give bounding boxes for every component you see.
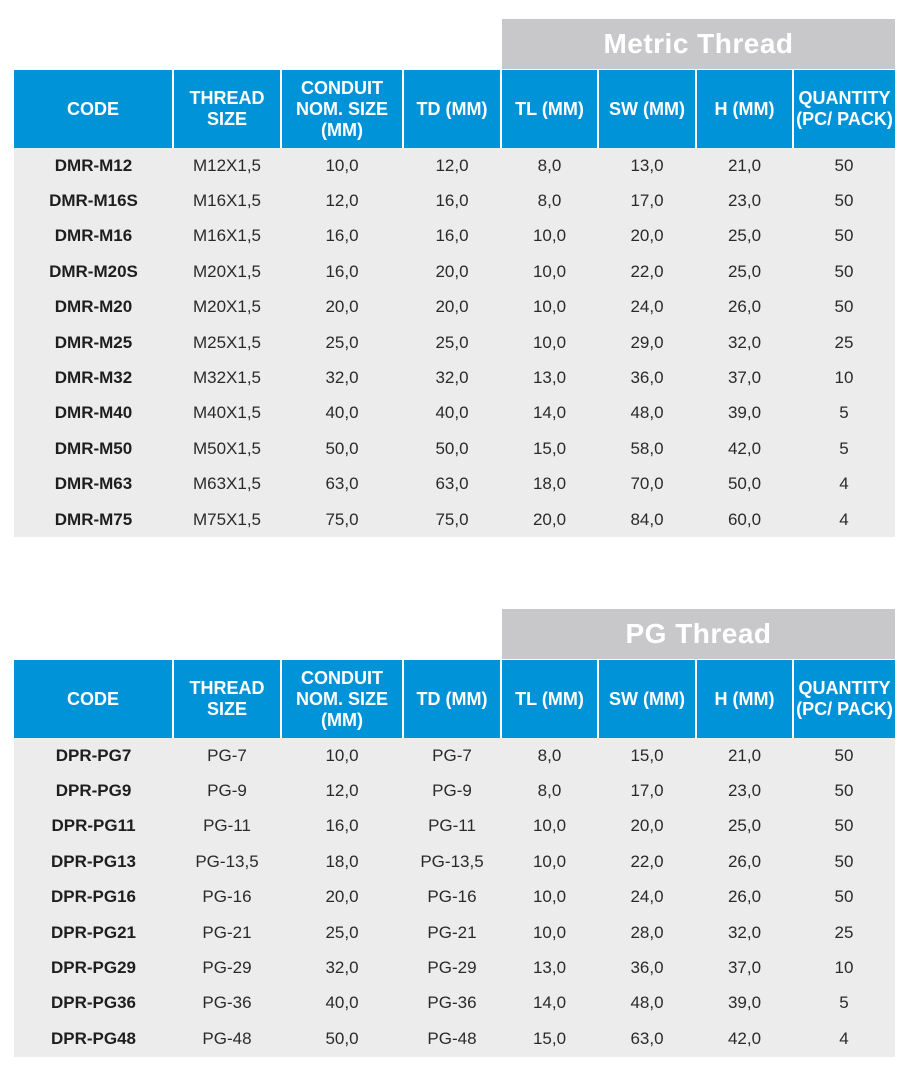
cell-h: 23,0: [696, 183, 793, 218]
cell-conduit-nom-size: 12,0: [281, 773, 403, 808]
cell-thread-size: M20X1,5: [173, 254, 281, 289]
cell-code: DMR-M50: [14, 431, 173, 466]
cell-td: 16,0: [403, 219, 501, 254]
cell-h: 26,0: [696, 880, 793, 915]
pg-thread-table: [14, 660, 895, 1057]
table-row: [14, 396, 895, 431]
table-row: [14, 254, 895, 289]
cell-tl: 10,0: [501, 219, 598, 254]
cell-td: 25,0: [403, 325, 501, 360]
cell-sw: 58,0: [598, 431, 696, 466]
cell-tl: 14,0: [501, 396, 598, 431]
header-td: TD (MM): [403, 660, 501, 738]
cell-conduit-nom-size: 16,0: [281, 809, 403, 844]
cell-quantity: 5: [793, 396, 895, 431]
cell-sw: 36,0: [598, 950, 696, 985]
cell-sw: 70,0: [598, 467, 696, 502]
cell-code: DPR-PG48: [14, 1021, 173, 1056]
cell-quantity: 50: [793, 290, 895, 325]
metric-thread-table: [14, 70, 895, 537]
cell-thread-size: PG-21: [173, 915, 281, 950]
cell-td: PG-29: [403, 950, 501, 985]
cell-code: DMR-M25: [14, 325, 173, 360]
cell-quantity: 4: [793, 1021, 895, 1056]
cell-thread-size: M12X1,5: [173, 148, 281, 183]
cell-tl: 10,0: [501, 809, 598, 844]
cell-quantity: 50: [793, 880, 895, 915]
cell-sw: 20,0: [598, 809, 696, 844]
table-row: [14, 738, 895, 773]
cell-td: PG-9: [403, 773, 501, 808]
cell-thread-size: M63X1,5: [173, 467, 281, 502]
cell-tl: 13,0: [501, 360, 598, 395]
cell-thread-size: PG-7: [173, 738, 281, 773]
cell-thread-size: M32X1,5: [173, 360, 281, 395]
cell-quantity: 50: [793, 738, 895, 773]
cell-h: 37,0: [696, 950, 793, 985]
cell-code: DPR-PG29: [14, 950, 173, 985]
cell-tl: 10,0: [501, 915, 598, 950]
cell-thread-size: M50X1,5: [173, 431, 281, 466]
header-thread-size: THREAD SIZE: [173, 660, 281, 738]
cell-code: DMR-M16S: [14, 183, 173, 218]
cell-sw: 48,0: [598, 396, 696, 431]
header-tl: TL (MM): [501, 660, 598, 738]
header-sw: SW (MM): [598, 70, 696, 148]
cell-tl: 10,0: [501, 880, 598, 915]
cell-quantity: 4: [793, 467, 895, 502]
cell-quantity: 4: [793, 502, 895, 537]
cell-thread-size: M75X1,5: [173, 502, 281, 537]
header-conduit-nom-size: CONDUIT NOM. SIZE (MM): [281, 70, 403, 148]
table-row: [14, 467, 895, 502]
cell-sw: 17,0: [598, 773, 696, 808]
cell-sw: 36,0: [598, 360, 696, 395]
cell-quantity: 25: [793, 915, 895, 950]
table-row: [14, 773, 895, 808]
cell-code: DMR-M12: [14, 148, 173, 183]
cell-code: DMR-M20S: [14, 254, 173, 289]
cell-sw: 22,0: [598, 844, 696, 879]
cell-sw: 24,0: [598, 880, 696, 915]
table-row: [14, 950, 895, 985]
cell-quantity: 50: [793, 773, 895, 808]
table-row: [14, 183, 895, 218]
cell-code: DPR-PG7: [14, 738, 173, 773]
cell-code: DPR-PG16: [14, 880, 173, 915]
cell-conduit-nom-size: 18,0: [281, 844, 403, 879]
cell-quantity: 5: [793, 431, 895, 466]
cell-quantity: 10: [793, 360, 895, 395]
cell-td: PG-48: [403, 1021, 501, 1056]
cell-sw: 28,0: [598, 915, 696, 950]
cell-thread-size: M16X1,5: [173, 183, 281, 218]
cell-code: DMR-M16: [14, 219, 173, 254]
cell-thread-size: PG-13,5: [173, 844, 281, 879]
cell-h: 39,0: [696, 986, 793, 1021]
cell-tl: 10,0: [501, 254, 598, 289]
cell-conduit-nom-size: 16,0: [281, 254, 403, 289]
cell-thread-size: PG-36: [173, 986, 281, 1021]
cell-td: 32,0: [403, 360, 501, 395]
cell-td: 16,0: [403, 183, 501, 218]
cell-td: 75,0: [403, 502, 501, 537]
cell-conduit-nom-size: 40,0: [281, 986, 403, 1021]
cell-conduit-nom-size: 20,0: [281, 880, 403, 915]
table-row: [14, 148, 895, 183]
header-sw: SW (MM): [598, 660, 696, 738]
cell-quantity: 5: [793, 986, 895, 1021]
cell-tl: 10,0: [501, 844, 598, 879]
table-row: [14, 880, 895, 915]
cell-td: PG-21: [403, 915, 501, 950]
table-row: [14, 915, 895, 950]
cell-tl: 8,0: [501, 148, 598, 183]
cell-quantity: 50: [793, 183, 895, 218]
cell-h: 60,0: [696, 502, 793, 537]
cell-quantity: 50: [793, 809, 895, 844]
cell-tl: 8,0: [501, 738, 598, 773]
cell-h: 32,0: [696, 915, 793, 950]
cell-h: 25,0: [696, 254, 793, 289]
header-thread-size: THREAD SIZE: [173, 70, 281, 148]
cell-h: 26,0: [696, 844, 793, 879]
cell-sw: 13,0: [598, 148, 696, 183]
header-quantity: QUANTITY (PC/ PACK): [793, 70, 895, 148]
cell-thread-size: PG-29: [173, 950, 281, 985]
cell-td: PG-7: [403, 738, 501, 773]
cell-quantity: 10: [793, 950, 895, 985]
header-conduit-nom-size: CONDUIT NOM. SIZE (MM): [281, 660, 403, 738]
table-row: [14, 290, 895, 325]
cell-td: PG-16: [403, 880, 501, 915]
cell-quantity: 25: [793, 325, 895, 360]
cell-td: 40,0: [403, 396, 501, 431]
table-row: [14, 360, 895, 395]
cell-thread-size: PG-16: [173, 880, 281, 915]
header-td: TD (MM): [403, 70, 501, 148]
header-h: H (MM): [696, 70, 793, 148]
cell-thread-size: PG-11: [173, 809, 281, 844]
cell-code: DMR-M32: [14, 360, 173, 395]
cell-tl: 20,0: [501, 502, 598, 537]
cell-td: PG-11: [403, 809, 501, 844]
cell-thread-size: PG-48: [173, 1021, 281, 1056]
cell-h: 32,0: [696, 325, 793, 360]
table-header-row: [14, 70, 895, 148]
cell-conduit-nom-size: 50,0: [281, 431, 403, 466]
cell-thread-size: M25X1,5: [173, 325, 281, 360]
cell-code: DMR-M63: [14, 467, 173, 502]
table-row: [14, 219, 895, 254]
cell-td: 50,0: [403, 431, 501, 466]
cell-quantity: 50: [793, 219, 895, 254]
cell-h: 21,0: [696, 738, 793, 773]
table-row: [14, 325, 895, 360]
metric-thread-banner: Metric Thread: [502, 19, 895, 69]
cell-h: 25,0: [696, 809, 793, 844]
header-code: CODE: [14, 660, 173, 738]
cell-thread-size: PG-9: [173, 773, 281, 808]
cell-sw: 17,0: [598, 183, 696, 218]
cell-conduit-nom-size: 50,0: [281, 1021, 403, 1056]
cell-td: PG-36: [403, 986, 501, 1021]
cell-sw: 22,0: [598, 254, 696, 289]
cell-h: 42,0: [696, 1021, 793, 1056]
cell-td: 12,0: [403, 148, 501, 183]
cell-conduit-nom-size: 75,0: [281, 502, 403, 537]
cell-sw: 63,0: [598, 1021, 696, 1056]
table-header-row: [14, 660, 895, 738]
cell-quantity: 50: [793, 844, 895, 879]
cell-td: 20,0: [403, 254, 501, 289]
cell-conduit-nom-size: 20,0: [281, 290, 403, 325]
header-h: H (MM): [696, 660, 793, 738]
cell-conduit-nom-size: 63,0: [281, 467, 403, 502]
cell-tl: 13,0: [501, 950, 598, 985]
cell-thread-size: M40X1,5: [173, 396, 281, 431]
cell-quantity: 50: [793, 254, 895, 289]
cell-sw: 15,0: [598, 738, 696, 773]
cell-code: DPR-PG36: [14, 986, 173, 1021]
cell-code: DMR-M20: [14, 290, 173, 325]
cell-tl: 18,0: [501, 467, 598, 502]
cell-sw: 48,0: [598, 986, 696, 1021]
cell-tl: 10,0: [501, 325, 598, 360]
table-row: [14, 809, 895, 844]
cell-h: 21,0: [696, 148, 793, 183]
pg-thread-banner: PG Thread: [502, 609, 895, 659]
cell-tl: 14,0: [501, 986, 598, 1021]
header-quantity: QUANTITY (PC/ PACK): [793, 660, 895, 738]
cell-h: 26,0: [696, 290, 793, 325]
cell-thread-size: M16X1,5: [173, 219, 281, 254]
cell-tl: 8,0: [501, 773, 598, 808]
cell-conduit-nom-size: 25,0: [281, 915, 403, 950]
cell-td: 63,0: [403, 467, 501, 502]
cell-conduit-nom-size: 10,0: [281, 738, 403, 773]
cell-conduit-nom-size: 32,0: [281, 360, 403, 395]
header-code: CODE: [14, 70, 173, 148]
cell-code: DMR-M75: [14, 502, 173, 537]
cell-code: DMR-M40: [14, 396, 173, 431]
cell-code: DPR-PG11: [14, 809, 173, 844]
cell-code: DPR-PG21: [14, 915, 173, 950]
cell-conduit-nom-size: 10,0: [281, 148, 403, 183]
header-tl: TL (MM): [501, 70, 598, 148]
cell-sw: 20,0: [598, 219, 696, 254]
table-row: [14, 431, 895, 466]
cell-quantity: 50: [793, 148, 895, 183]
cell-conduit-nom-size: 25,0: [281, 325, 403, 360]
cell-tl: 15,0: [501, 431, 598, 466]
cell-tl: 10,0: [501, 290, 598, 325]
cell-sw: 84,0: [598, 502, 696, 537]
cell-h: 42,0: [696, 431, 793, 466]
cell-td: PG-13,5: [403, 844, 501, 879]
cell-sw: 29,0: [598, 325, 696, 360]
cell-td: 20,0: [403, 290, 501, 325]
cell-sw: 24,0: [598, 290, 696, 325]
cell-h: 37,0: [696, 360, 793, 395]
cell-conduit-nom-size: 16,0: [281, 219, 403, 254]
cell-h: 23,0: [696, 773, 793, 808]
cell-code: DPR-PG9: [14, 773, 173, 808]
table-row: [14, 502, 895, 537]
cell-code: DPR-PG13: [14, 844, 173, 879]
cell-h: 39,0: [696, 396, 793, 431]
cell-thread-size: M20X1,5: [173, 290, 281, 325]
cell-conduit-nom-size: 32,0: [281, 950, 403, 985]
cell-h: 25,0: [696, 219, 793, 254]
table-row: [14, 1021, 895, 1056]
table-row: [14, 986, 895, 1021]
cell-h: 50,0: [696, 467, 793, 502]
cell-tl: 8,0: [501, 183, 598, 218]
cell-conduit-nom-size: 12,0: [281, 183, 403, 218]
cell-tl: 15,0: [501, 1021, 598, 1056]
cell-conduit-nom-size: 40,0: [281, 396, 403, 431]
table-row: [14, 844, 895, 879]
